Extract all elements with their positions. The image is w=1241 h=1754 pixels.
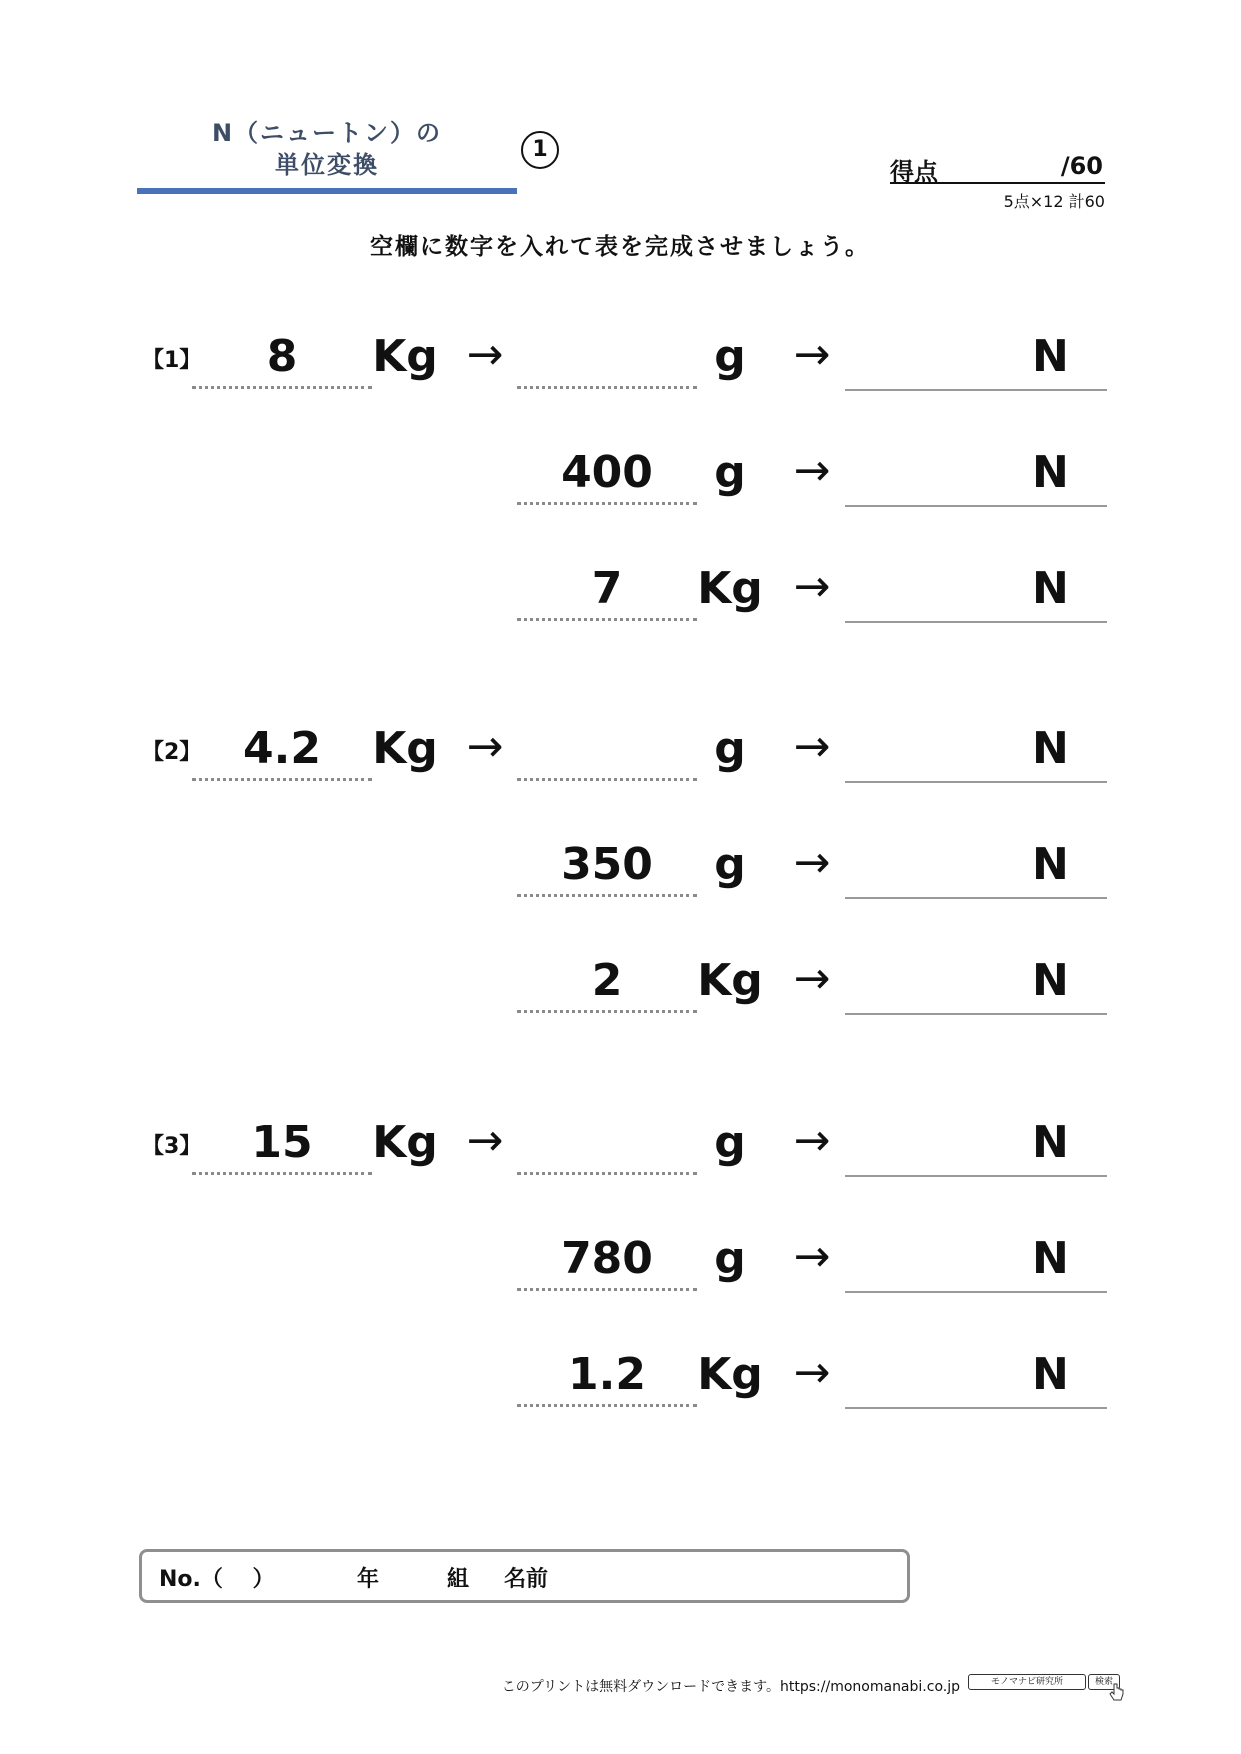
problem-1-row2-line [517,502,697,505]
problem-1-row3-unit: Kg [697,563,763,614]
problem-3-row3-value: 1.2 [568,1349,646,1400]
problem-3-given-line [192,1172,372,1175]
year-label: 年 [357,1567,380,1592]
title-line-2: 単位変換 [275,151,379,179]
arrow-icon: → [793,1231,831,1282]
problem-1-row3-value: 7 [591,563,623,614]
sheet-number-badge: 1 [521,131,559,169]
score-label: 得点 [890,158,938,186]
problem-2-grams-answer-line[interactable] [517,778,697,781]
newton-unit: N [1032,839,1069,890]
arrow-icon: → [793,721,831,772]
problem-1-row2-value: 400 [561,447,653,498]
arrow-icon: → [466,329,504,380]
problem-1-given-value: 8 [266,331,298,382]
newton-unit: N [1032,1117,1069,1168]
problem-2-given-value: 4.2 [243,723,321,774]
class-label: 組 [447,1567,470,1592]
title-underline [137,188,517,194]
student-number-label: No.（ ） [159,1567,275,1592]
problem-3-grams-answer-line[interactable] [517,1172,697,1175]
problem-1-row1-newton-answer-line[interactable] [845,389,1107,391]
problem-2-given-unit: Kg [372,723,438,774]
newton-unit: N [1032,331,1069,382]
problem-1-row3-line [517,618,697,621]
problem-2-label: 【2】 [142,740,202,765]
arrow-icon: → [793,953,831,1004]
score-note: 5点×12 計60 [1003,192,1105,211]
problem-2-row3-unit: Kg [697,955,763,1006]
newton-unit: N [1032,447,1069,498]
problem-3-row3-newton-answer-line[interactable] [845,1407,1107,1409]
student-info-box[interactable] [139,1549,910,1603]
problem-1-given-line [192,386,372,389]
problem-1-grams-answer-line[interactable] [517,386,697,389]
problem-2-given-line [192,778,372,781]
newton-unit: N [1032,1349,1069,1400]
problem-2-row1-newton-answer-line[interactable] [845,781,1107,783]
arrow-icon: → [466,721,504,772]
worksheet-title [137,117,517,181]
problem-2-row2-line [517,894,697,897]
score-total: /60 [1060,152,1103,180]
arrow-icon: → [793,1347,831,1398]
score-field [890,148,1105,184]
footer-text: このプリントは無料ダウンロードできます。https://monomanabi.co.jp [501,1679,960,1695]
problem-1-row3-newton-answer-line[interactable] [845,621,1107,623]
pointer-cursor-icon [1109,1683,1125,1703]
problem-1-label: 【1】 [142,348,202,373]
arrow-icon: → [466,1115,504,1166]
problem-2-row3-line [517,1010,697,1013]
problem-3-row2-unit: g [714,1233,746,1284]
problem-3-row2-newton-answer-line[interactable] [845,1291,1107,1293]
problem-1-given-unit: Kg [372,331,438,382]
problem-1-row1-unit: g [714,331,746,382]
problem-2-row3-newton-answer-line[interactable] [845,1013,1107,1015]
newton-unit: N [1032,723,1069,774]
arrow-icon: → [793,445,831,496]
problem-3-given-value: 15 [251,1117,313,1168]
problem-2-row2-newton-answer-line[interactable] [845,897,1107,899]
newton-unit: N [1032,955,1069,1006]
instruction-text: 空欄に数字を入れて表を完成させましょう。 [370,234,870,260]
problem-3-row1-newton-answer-line[interactable] [845,1175,1107,1177]
problem-2-row3-value: 2 [591,955,623,1006]
title-line-1: N（ニュートン）の [211,119,443,147]
arrow-icon: → [793,1115,831,1166]
problem-2-row2-value: 350 [561,839,653,890]
arrow-icon: → [793,561,831,612]
problem-1-row2-unit: g [714,447,746,498]
problem-3-row3-unit: Kg [697,1349,763,1400]
problem-3-row1-unit: g [714,1117,746,1168]
problem-1-row2-newton-answer-line[interactable] [845,505,1107,507]
problem-3-row2-value: 780 [561,1233,653,1284]
problem-3-row2-line [517,1288,697,1291]
problem-3-row3-line [517,1404,697,1407]
newton-unit: N [1032,563,1069,614]
problem-2-row2-unit: g [714,839,746,890]
search-box: モノマナビ研究所 [968,1674,1086,1690]
problem-3-given-unit: Kg [372,1117,438,1168]
name-label: 名前 [504,1567,549,1592]
arrow-icon: → [793,329,831,380]
search-button: 検索 [1088,1674,1120,1690]
problem-2-row1-unit: g [714,723,746,774]
arrow-icon: → [793,837,831,888]
newton-unit: N [1032,1233,1069,1284]
problem-3-label: 【3】 [142,1134,202,1159]
